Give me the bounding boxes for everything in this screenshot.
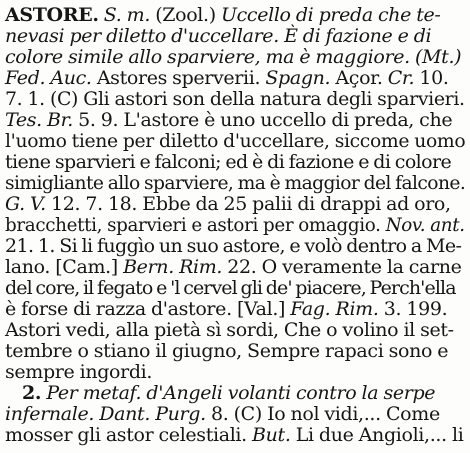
citation-text: tiene sparvieri e falconi; ed è di fazione e di colore	[5, 151, 452, 173]
citation-source: G. V.	[5, 193, 46, 215]
entry-line-5	[5, 88, 465, 110]
grammar-label: S. m.	[98, 4, 156, 26]
citation-text: tembre o stiano il giugno, Sempre rapaci sono e	[5, 340, 449, 362]
citation-source: Tes. Br.	[5, 109, 73, 131]
citation-text: 8. (C) Io nol vidi,... Come	[205, 403, 440, 425]
entry-line-17	[5, 340, 465, 362]
citation-source: Spagn.	[265, 67, 331, 89]
citation-text: sempre ingordi.	[5, 361, 153, 383]
entry-line-16	[5, 319, 465, 341]
citation-text: 7. 1. (C) Gli astori son della natura degli sparvieri.	[5, 88, 465, 110]
citation-text: 22. O veramente la carne	[222, 256, 462, 278]
citation-text: 10.	[414, 67, 449, 89]
entry-line-15	[5, 298, 465, 320]
citation-text: l'uomo tiene per diletto d'uccellare, siccome uomo	[5, 130, 466, 152]
citation-text: 12. 7. 18. Ebbe da 25 palii di drappi ad oro,	[45, 193, 451, 215]
entry-line-19	[22, 382, 465, 404]
sense-number: 2.	[22, 382, 42, 404]
entry-line-1	[5, 4, 465, 26]
entry-line-20	[5, 403, 465, 425]
domain-label: (Zool.)	[155, 4, 221, 26]
entry-line-6	[5, 109, 465, 131]
citation-source: Bern. Rim.	[123, 256, 223, 278]
citation-source: Fag. Rim.	[290, 298, 379, 320]
citation-text: lano. [Cam.]	[5, 256, 124, 278]
citation-text: è forse di razza d'astore. [Val.]	[5, 298, 291, 320]
citation-text: Açor.	[330, 67, 388, 89]
entry-line-9	[5, 172, 466, 194]
entry-line-13	[5, 256, 465, 278]
entry-line-14	[5, 277, 465, 299]
citation-source: But.	[252, 424, 291, 446]
citation-text: Astores sperverii.	[91, 67, 266, 89]
definition-text: nevasi per diletto d'uccellare. È di fazione e di	[5, 25, 432, 47]
citation-text: Astori vedi, alla pietà sì sordi, Che o volino il set-	[5, 319, 454, 341]
entry-line-12	[5, 235, 465, 257]
entry-line-2	[5, 25, 465, 47]
entry-line-21	[5, 424, 465, 446]
citation-text: Li due Angioli,... li	[290, 424, 464, 446]
citation-text: 3. 199.	[378, 298, 448, 320]
entry-line-4	[5, 67, 465, 89]
entry-line-18	[5, 361, 465, 383]
definition-text: Uccello di preda che te-	[220, 4, 441, 26]
headword: ASTORE.	[5, 4, 99, 26]
citation-source: Cr.	[387, 67, 415, 89]
citation-text: simigliante allo sparviere, ma è maggior del falcone.	[5, 172, 466, 194]
citation-text: mosser gli astor celestiali.	[5, 424, 253, 446]
entry-line-10	[5, 193, 465, 215]
entry-line-11	[5, 214, 465, 236]
sense-definition: infernale. Dant. Purg.	[5, 403, 206, 425]
sense-definition: Per metaf. d'Angeli volanti contro la serpe	[41, 382, 436, 404]
citation-source: Nov. ant.	[385, 214, 465, 236]
definition-text: colore simile allo sparviere, ma è maggiore. (Mt.)	[5, 46, 462, 68]
citation-text: bracchetti, sparvieri e astori per omaggio.	[5, 214, 386, 236]
entry-line-7	[5, 130, 466, 152]
entry-line-3	[5, 46, 465, 68]
citation-text: del core, il fegato e 'l cervel gli de' piacere, Perch'ella	[5, 277, 456, 299]
entry-line-8	[5, 151, 465, 173]
citation-source: Fed. Auc.	[5, 67, 92, 89]
citation-text: 21. 1. Si li fuggìo un suo astore, e volò dentro a Me-	[5, 235, 462, 257]
citation-text: 5. 9. L'astore è uno uccello di preda, che	[72, 109, 453, 131]
